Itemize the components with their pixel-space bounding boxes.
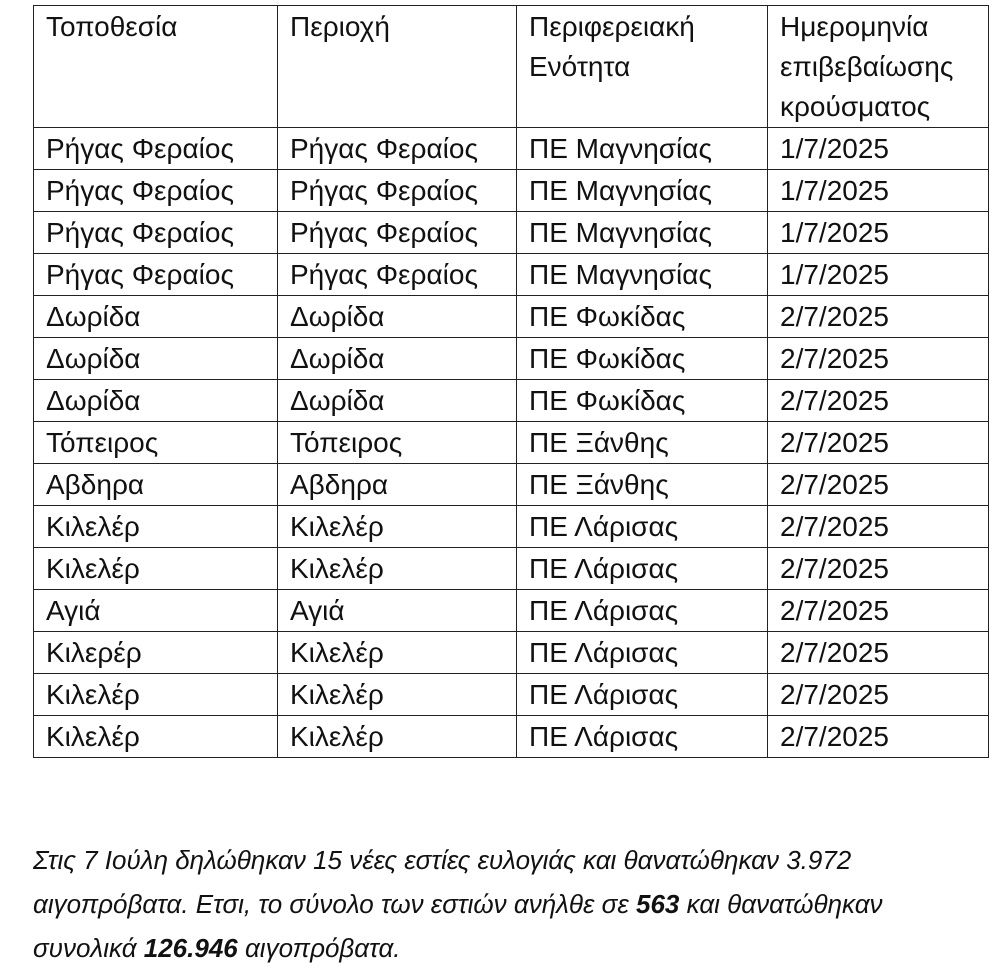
cell-regional-unit: ΠΕ Φωκίδας (517, 380, 768, 422)
cell-area: Κιλελέρ (278, 506, 517, 548)
cell-date: 2/7/2025 (768, 716, 989, 758)
cell-location: Ρήγας Φεραίος (34, 170, 278, 212)
cell-regional-unit: ΠΕ Φωκίδας (517, 338, 768, 380)
cell-area: Ρήγας Φεραίος (278, 212, 517, 254)
cell-date: 2/7/2025 (768, 632, 989, 674)
table-row (34, 380, 989, 422)
table-row (34, 212, 989, 254)
cell-location: Ρήγας Φεραίος (34, 254, 278, 296)
cell-date: 1/7/2025 (768, 128, 989, 170)
table-row (34, 716, 989, 758)
cell-date: 2/7/2025 (768, 380, 989, 422)
table-row (34, 674, 989, 716)
cell-location: Ρήγας Φεραίος (34, 128, 278, 170)
cell-date: 2/7/2025 (768, 464, 989, 506)
table-row (34, 170, 989, 212)
table-row (34, 296, 989, 338)
cell-area: Ρήγας Φεραίος (278, 170, 517, 212)
summary-text-3: αιγοπρόβατα. (237, 933, 401, 963)
cell-regional-unit: ΠΕ Μαγνησίας (517, 254, 768, 296)
cell-regional-unit: ΠΕ Φωκίδας (517, 296, 768, 338)
cell-date: 2/7/2025 (768, 674, 989, 716)
table-header (34, 6, 989, 128)
cell-location: Κιλελέρ (34, 548, 278, 590)
header-regional-unit: Περιφερειακή Ενότητα (517, 6, 768, 128)
cell-date: 1/7/2025 (768, 170, 989, 212)
cell-regional-unit: ΠΕ Λάρισας (517, 632, 768, 674)
cell-date: 1/7/2025 (768, 254, 989, 296)
cell-location: Δωρίδα (34, 338, 278, 380)
outbreaks-table (33, 5, 989, 758)
table-row (34, 632, 989, 674)
cell-date: 2/7/2025 (768, 422, 989, 464)
cell-date: 2/7/2025 (768, 548, 989, 590)
cell-regional-unit: ΠΕ Λάρισας (517, 590, 768, 632)
table-row (34, 128, 989, 170)
cell-date: 2/7/2025 (768, 296, 989, 338)
cell-regional-unit: ΠΕ Μαγνησίας (517, 212, 768, 254)
cell-location: Αγιά (34, 590, 278, 632)
cell-regional-unit: ΠΕ Μαγνησίας (517, 170, 768, 212)
cell-location: Κιλελέρ (34, 506, 278, 548)
header-row (34, 6, 989, 128)
cell-area: Κιλελέρ (278, 674, 517, 716)
cell-regional-unit: ΠΕ Λάρισας (517, 548, 768, 590)
cell-area: Δωρίδα (278, 338, 517, 380)
header-area: Περιοχή (278, 6, 517, 128)
table-row (34, 506, 989, 548)
cell-date: 2/7/2025 (768, 506, 989, 548)
table-body (34, 128, 989, 758)
total-culled-value: 126.946 (143, 933, 238, 963)
summary-text-2: και θανατώθηκαν συνολικά (33, 889, 883, 963)
cell-date: 2/7/2025 (768, 338, 989, 380)
cell-date: 2/7/2025 (768, 590, 989, 632)
cell-regional-unit: ΠΕ Μαγνησίας (517, 128, 768, 170)
cell-area: Κιλελέρ (278, 716, 517, 758)
cell-regional-unit: ΠΕ Ξάνθης (517, 464, 768, 506)
cell-area: Κιλελέρ (278, 548, 517, 590)
table-row (34, 548, 989, 590)
cell-area: Τόπειρος (278, 422, 517, 464)
table-row (34, 590, 989, 632)
summary-text-1: Στις 7 Ιούλη δηλώθηκαν 15 νέες εστίες ευλογιάς και θανατώθηκαν 3.972 αιγοπρόβατα. Ετσι, το σύνολο των εστιών ανήλθε σε (33, 845, 852, 919)
cell-location: Αβδηρα (34, 464, 278, 506)
cell-location: Κιλελέρ (34, 716, 278, 758)
table-row (34, 254, 989, 296)
cell-area: Ρήγας Φεραίος (278, 254, 517, 296)
cell-regional-unit: ΠΕ Ξάνθης (517, 422, 768, 464)
cell-regional-unit: ΠΕ Λάρισας (517, 716, 768, 758)
header-confirmation-date: Ημερομηνία επιβεβαίωσης κρούσματος (768, 6, 989, 128)
cell-regional-unit: ΠΕ Λάρισας (517, 674, 768, 716)
cell-area: Δωρίδα (278, 380, 517, 422)
cell-area: Κιλελέρ (278, 632, 517, 674)
header-location: Τοποθεσία (34, 6, 278, 128)
cell-area: Ρήγας Φεραίος (278, 128, 517, 170)
cell-regional-unit: ΠΕ Λάρισας (517, 506, 768, 548)
cell-area: Αγιά (278, 590, 517, 632)
cell-area: Δωρίδα (278, 296, 517, 338)
cell-location: Ρήγας Φεραίος (34, 212, 278, 254)
total-outbreaks-value: 563 (636, 889, 680, 919)
cell-location: Τόπειρος (34, 422, 278, 464)
cell-location: Κιλερέρ (34, 632, 278, 674)
cell-area: Αβδηρα (278, 464, 517, 506)
table-row (34, 338, 989, 380)
table-row (34, 422, 989, 464)
table-row (34, 464, 989, 506)
cell-location: Κιλελέρ (34, 674, 278, 716)
cell-date: 1/7/2025 (768, 212, 989, 254)
cell-location: Δωρίδα (34, 296, 278, 338)
cell-location: Δωρίδα (34, 380, 278, 422)
summary-paragraph (33, 838, 973, 970)
